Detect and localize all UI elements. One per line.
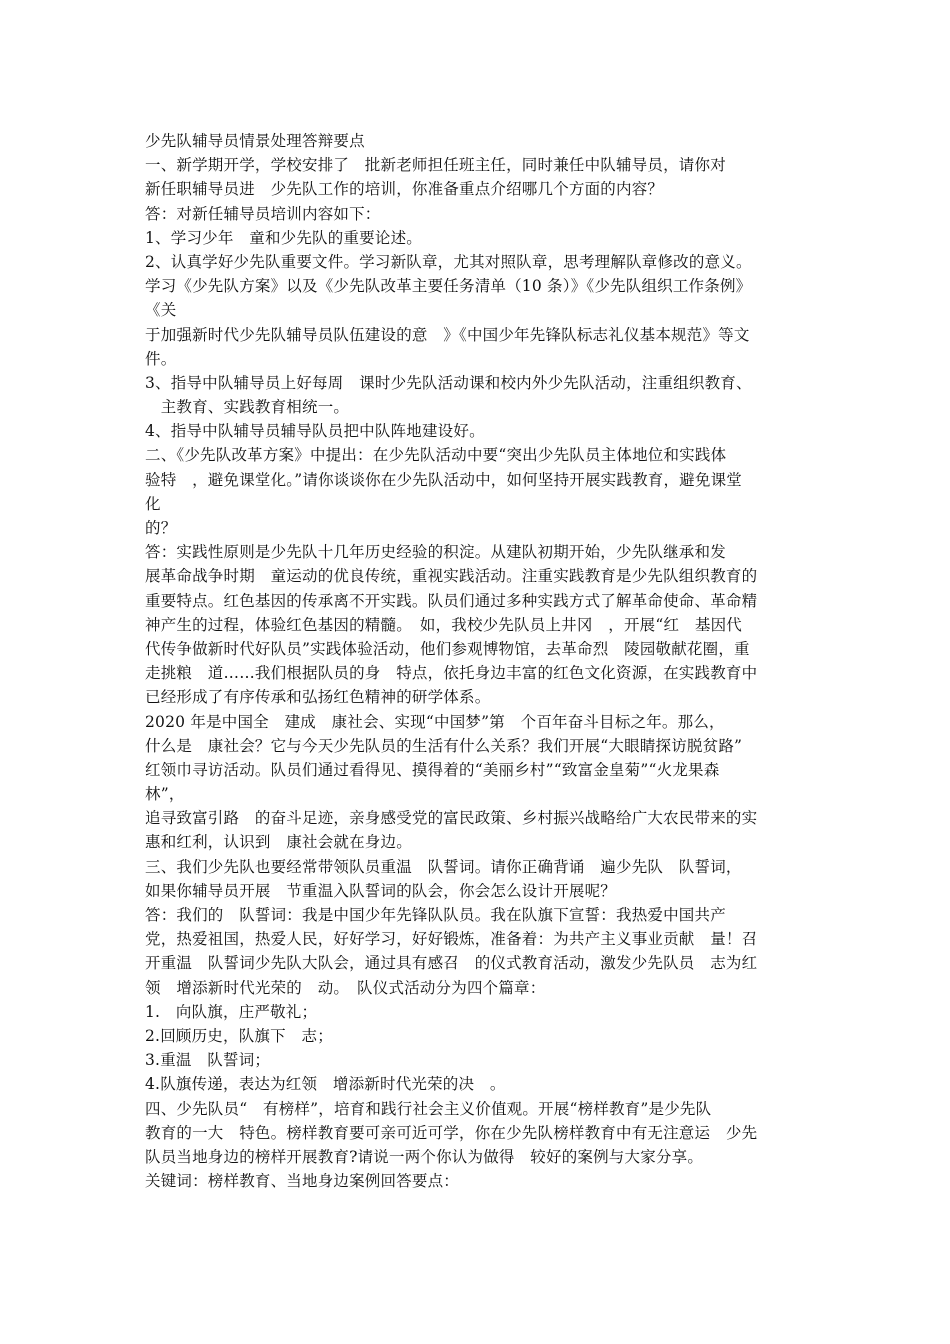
text-line: 答：我们的 队誓词：我是中国少年先锋队队员。我在队旗下宣誓：我热爱中国共产 (145, 906, 726, 924)
text-line: 红领巾寻访活动。队员们通过看得见、摸得着的“美丽乡村”“致富金皇菊”“火龙果森 (145, 760, 720, 779)
text-line: 领 增添新时代光荣的 动。 队仪式活动分为四个篇章： (145, 978, 546, 997)
text-line: 的？ (145, 519, 177, 537)
text-line: 开重温 队誓词少先队大队会，通过具有感召 的仪式教育活动，激发少先队员 志为红 (145, 954, 758, 973)
text-line: 神产生的过程，体验红色基因的精髓。 如，我校少先队员上井冈 ，开展“红 基因代 (145, 615, 742, 634)
text-line: 《关 (145, 301, 177, 320)
text-line: 验特 ，避免课堂化。”请你谈谈你在少先队活动中，如何坚持开展实践教育，避免课堂 (145, 470, 742, 489)
text-line: 惠和红利，认识到 康社会就在身边。 (145, 833, 412, 852)
text-line: 如果你辅导员开展 节重温入队誓词的队会，你会怎么设计开展呢？ (145, 881, 617, 900)
text-line: 重要特点。红色基因的传承离不开实践。队员们通过多种实践方式了解革命使命、革命精 (145, 591, 758, 610)
text-line: 追寻致富引路 的奋斗足迹，亲身感受党的富民政策、乡村振兴战略给广大农民带来的实 (145, 809, 758, 828)
text-line: 林”， (145, 785, 185, 804)
text-line: 关键词：榜样教育、当地身边案例回答要点： (145, 1172, 460, 1191)
text-line: 队员当地身边的榜样开展教育?请说一两个你认为做得 较好的案例与大家分享。 (145, 1147, 704, 1166)
text-line: 1、学习少年 童和少先队的重要论述。 (145, 228, 422, 247)
text-line: 一、新学期开学，学校安排了 批新老师担任班主任，同时兼任中队辅导员，请你对 (145, 156, 726, 175)
text-line: 2.回顾历史，队旗下 志； (145, 1026, 333, 1045)
text-line: 三、我们少先队也要经常带领队员重温 队誓词。请你正确背诵 遍少先队 队誓词， (145, 857, 742, 876)
text-line: 答：对新任辅导员培训内容如下： (145, 204, 381, 223)
text-line: 四、少先队员“ 有榜样”，培育和践行社会主义价值观。开展“榜样教育”是少先队 (145, 1099, 712, 1118)
text-line: 二、《少先队改革方案》中提出：在少先队活动中要“突出少先队员主体地位和实践体 (145, 446, 727, 465)
text-line: 教育的一大 特色。榜样教育要可亲可近可学，你在少先队榜样教育中有无注意运 少先 (145, 1123, 758, 1142)
text-line: 主教育、实践教育相统一。 (145, 398, 350, 417)
text-line: 代传争做新时代好队员”实践体验活动，他们参观博物馆，去革命烈 陵园敬献花圈，重 (145, 639, 750, 658)
text-line: 3、指导中队辅导员上好每周 课时少先队活动课和校内外少先队活动，注重组织教育、 (145, 373, 752, 392)
text-line: 走挑粮 道……我们根据队员的身 特点，依托身边丰富的红色文化资源，在实践教育中 (145, 664, 758, 683)
text-line: 2、认真学好少先队重要文件。学习新队章，尤其对照队章，思考理解队章修改的意义。 (145, 252, 752, 271)
text-line: 少先队辅导员情景处理答辩要点 (145, 132, 365, 150)
text-line: 化 (145, 494, 161, 513)
text-line: 什么是 康社会？它与今天少先队员的生活有什么关系？我们开展“大眼睛探访脱贫路” (145, 736, 743, 755)
text-line: 新任职辅导员进 少先队工作的培训，你准备重点介绍哪几个方面的内容？ (145, 180, 664, 199)
text-line: 3.重温 队誓词； (145, 1051, 271, 1070)
text-line: 已经形成了有序传承和弘扬红色精神的研学体系。 (145, 688, 491, 707)
text-line: 学习《少先队方案》以及《少先队改革主要任务清单（10 条）》《少先队组织工作条例》 (145, 277, 752, 296)
text-line: 展革命战争时期 童运动的优良传统，重视实践活动。注重实践教育是少先队组织教育的 (145, 567, 758, 586)
text-line: 件。 (145, 349, 177, 368)
text-line: 答：实践性原则是少先队十几年历史经验的积淀。从建队初期开始，少先队继承和发 (145, 543, 726, 562)
text-line: 2020 年是中国全 建成 康社会、实现“中国梦”第 个百年奋斗目标之年。那么， (145, 712, 725, 731)
text-line: 党，热爱祖国，热爱人民，好好学习，好好锻炼，准备着：为共产主义事业贡献 量！召 (145, 930, 758, 949)
document-page (145, 129, 813, 1193)
text-line: 1. 向队旗，庄严敬礼； (145, 1002, 318, 1021)
text-line: 4.队旗传递，表达为红领 增添新时代光荣的决 。 (145, 1075, 506, 1094)
text-line: 4、指导中队辅导员辅导队员把中队阵地建设好。 (145, 422, 485, 441)
text-line: 于加强新时代少先队辅导员队伍建设的意 》《中国少年先锋队标志礼仪基本规范》等文 (145, 325, 750, 344)
